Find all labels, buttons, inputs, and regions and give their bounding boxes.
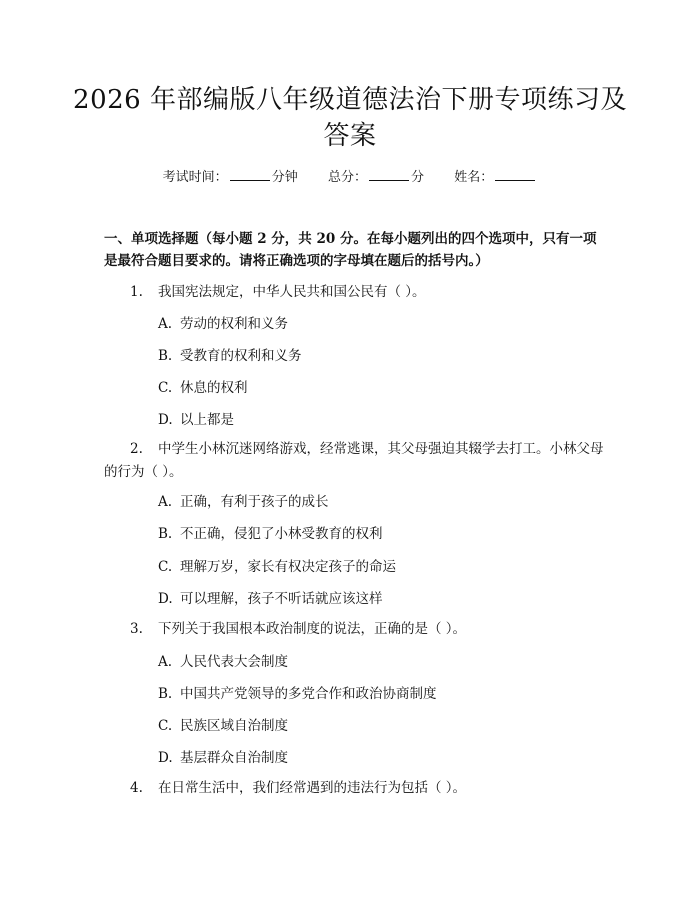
option-1c: [158, 378, 598, 398]
option-text: 不正确，侵犯了小林受教育的权利: [180, 526, 383, 542]
question-text: 下列关于我国根本政治制度的说法，正确的是（ ）。: [158, 621, 467, 637]
exam-time-label: 考试时间：: [162, 170, 228, 185]
question-3: [104, 618, 604, 641]
option-2b: [158, 524, 598, 544]
option-text: 人民代表大会制度: [180, 654, 288, 670]
option-2d: [158, 589, 598, 609]
name-blank[interactable]: [495, 168, 535, 181]
question-text: 中学生小林沉迷网络游戏，经常逃课，其父母强迫其辍学去打工。小林父母的行为（ ）。: [104, 441, 604, 480]
option-letter: C.: [158, 718, 173, 734]
option-1a: [158, 314, 598, 334]
option-text: 受教育的权利和义务: [180, 348, 302, 364]
page-title: 2026 年部编版八年级道德法治下册专项练习及答案: [73, 85, 627, 151]
option-letter: B.: [158, 686, 173, 702]
exam-time-unit: 分钟: [271, 170, 298, 185]
option-letter: C.: [158, 559, 173, 575]
option-letter: D.: [158, 750, 173, 766]
question-number: 2.: [130, 441, 143, 457]
exam-time-blank[interactable]: [230, 168, 270, 181]
option-text: 理解万岁，家长有权决定孩子的命运: [180, 559, 396, 575]
option-text: 休息的权利: [180, 380, 248, 396]
option-letter: C.: [158, 380, 173, 396]
option-letter: D.: [158, 591, 173, 607]
option-letter: D.: [158, 412, 173, 428]
question-number: 3.: [130, 621, 143, 637]
question-4: [104, 777, 604, 800]
name-label: 姓名：: [454, 170, 494, 185]
question-text: 在日常生活中，我们经常遇到的违法行为包括（ ）。: [158, 780, 467, 796]
option-letter: B.: [158, 526, 173, 542]
option-letter: A.: [158, 654, 173, 670]
option-text: 劳动的权利和义务: [180, 316, 288, 332]
question-number: 4.: [130, 780, 143, 796]
option-2c: [158, 557, 598, 577]
option-text: 正确，有利于孩子的成长: [180, 494, 329, 510]
option-3b: [158, 684, 598, 704]
option-1d: [158, 410, 598, 430]
exam-info-line: [0, 168, 700, 188]
question-number: 1.: [130, 284, 143, 300]
section-heading: 一、单项选择题（每小题 2 分，共 20 分。在每小题列出的四个选项中，只有一项是最符合题目要求的。请将正确选项的字母填在题后的括号内。）: [104, 231, 597, 269]
question-1: [104, 281, 604, 304]
option-3c: [158, 716, 598, 736]
option-text: 以上都是: [180, 412, 234, 428]
option-text: 可以理解，孩子不听话就应该这样: [180, 591, 383, 607]
option-text: 民族区域自治制度: [180, 718, 288, 734]
option-3d: [158, 748, 598, 768]
option-2a: [158, 492, 598, 512]
total-score-unit: 分: [411, 170, 425, 185]
option-3a: [158, 652, 598, 672]
option-1b: [158, 346, 598, 366]
total-score-blank[interactable]: [369, 168, 409, 181]
question-2: [104, 438, 604, 484]
option-letter: B.: [158, 348, 173, 364]
option-letter: A.: [158, 316, 173, 332]
option-text: 中国共产党领导的多党合作和政治协商制度: [180, 686, 437, 702]
option-text: 基层群众自治制度: [180, 750, 288, 766]
option-letter: A.: [158, 494, 173, 510]
total-score-label: 总分：: [327, 170, 367, 185]
question-text: 我国宪法规定，中华人民共和国公民有（ ）。: [158, 284, 426, 300]
